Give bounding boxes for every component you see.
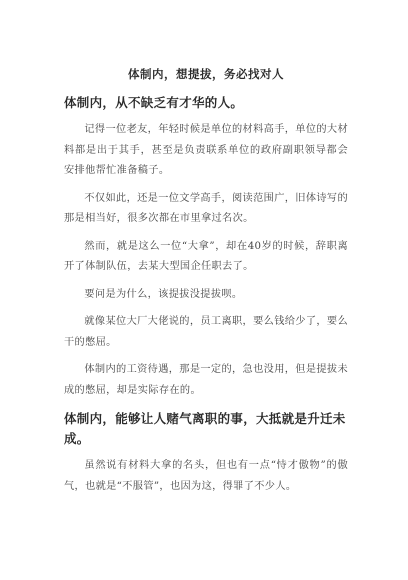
paragraph-4: 要问是为什么，该提拔没提拔呗。 bbox=[84, 288, 243, 300]
paragraph-5: 就像某位大厂大佬说的，员工离职，要么钱给少了，要么干的憋屈。 bbox=[64, 316, 348, 348]
paragraph-2: 不仅如此，还是一位文学高手，阅读范围广，旧体诗写的那是相当好，很多次都在市里拿过名次。 bbox=[64, 192, 348, 224]
section-heading-1: 体制内，从不缺乏有才华的人。 bbox=[64, 95, 244, 110]
document-title: 体制内，想提拔，务必找对人 bbox=[128, 67, 284, 81]
section-heading-2: 体制内，能够让人赌气离职的事，大抵就是升迁未成。 bbox=[64, 411, 346, 446]
paragraph-6: 体制内的工资待遇，那是一定的，急也没用，但是提拔未成的憋屈，却是实际存在的。 bbox=[64, 364, 348, 396]
paragraph-7: 虽然说有材料大拿的名头，但也有一点“恃才傲物”的傲气，也就是“不服管”，也因为这，得罪了不少人。 bbox=[64, 460, 348, 492]
paragraph-1: 记得一位老友，年轻时候是单位的材料高手，单位的大材料都是出于其手，甚至是负责联系单位的政府副职领导都会安排他帮忙准备稿子。 bbox=[64, 124, 348, 176]
paragraph-3: 然而，就是这么一位“大拿”，却在40岁的时候，辞职离开了体制队伍，去某大型国企任职去了。 bbox=[64, 240, 348, 272]
